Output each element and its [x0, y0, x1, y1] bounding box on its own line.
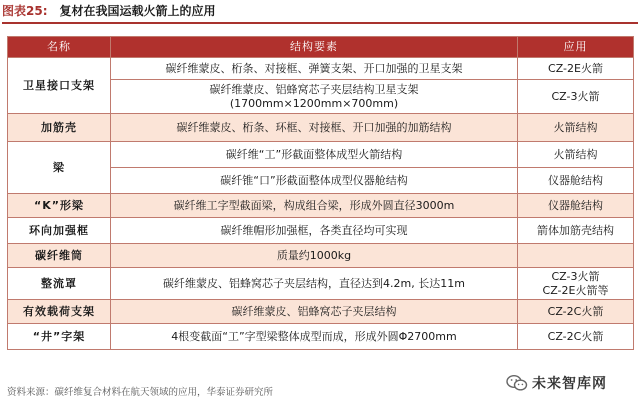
row-application: [518, 268, 634, 300]
table-row: [8, 194, 634, 218]
row-structure: 质量约1000kg: [111, 244, 518, 268]
row-application: 火箭结构: [518, 114, 634, 142]
row-structure: 碳纤维“工”形截面整体成型火箭结构: [111, 142, 518, 168]
row-application-line: CZ-3火箭: [551, 269, 600, 283]
row-application: 仪器舱结构: [518, 168, 634, 194]
row-application: 火箭结构: [518, 142, 634, 168]
row-structure: 碳纤维蒙皮、铝蜂窝芯子夹层结构: [111, 300, 518, 324]
row-application: [518, 244, 634, 268]
row-structure: 4根变截面“工”字型梁整体成型而成，形成外圆Φ2700mm: [111, 324, 518, 350]
row-name: “井”字架: [8, 324, 111, 350]
header-name: 名称: [8, 37, 111, 58]
table-row: [8, 324, 634, 350]
caption-number: 图表25:: [2, 4, 48, 18]
watermark-text: 未来智库网: [532, 376, 607, 392]
row-structure: [111, 80, 518, 114]
table-caption: [2, 2, 638, 24]
row-structure: 碳纤维蒙皮、铝蜂窝芯子夹层结构，直径达到4.2m, 长达11m: [111, 268, 518, 300]
table-row: [8, 218, 634, 244]
header-structure: 结构要素: [111, 37, 518, 58]
row-structure-line: 碳纤维蒙皮、铝蜂窝芯子夹层结构卫星支架: [209, 82, 419, 96]
row-name: 有效载荷支架: [8, 300, 111, 324]
row-structure: 碳纤维蒙皮、桁条、对接框、弹簧支架、开口加强的卫星支架: [111, 58, 518, 80]
row-name: 卫星接口支架: [8, 58, 111, 114]
row-application: CZ-2E火箭: [518, 58, 634, 80]
row-name: 环向加强框: [8, 218, 111, 244]
row-structure: 碳纤维工字型截面梁，构成组合梁，形成外圆直径3000m: [111, 194, 518, 218]
table-row: [8, 142, 634, 168]
row-structure: 碳纤维帽形加强框，各类直径均可实现: [111, 218, 518, 244]
table-row: [8, 268, 634, 300]
row-name: “K”形梁: [8, 194, 111, 218]
table-row: [8, 114, 634, 142]
header-application: 应用: [518, 37, 634, 58]
wechat-icon: [506, 374, 528, 392]
table-row: [8, 300, 634, 324]
row-name: 碳纤维筒: [8, 244, 111, 268]
row-name: 梁: [8, 142, 111, 194]
row-application: 箭体加筋壳结构: [518, 218, 634, 244]
watermark: [506, 372, 607, 394]
source-note: 资料来源：碳纤维复合材料在航天领域的应用，华泰证券研究所: [7, 387, 274, 398]
row-application: CZ-2C火箭: [518, 300, 634, 324]
row-structure: 碳纤维蒙皮、桁条、环框、对接框、开口加强的加筋结构: [111, 114, 518, 142]
row-application: 仪器舱结构: [518, 194, 634, 218]
table-header-row: [8, 37, 634, 58]
row-name: 整流罩: [8, 268, 111, 300]
caption-title: 复材在我国运载火箭上的应用: [59, 4, 216, 18]
row-application-line: CZ-2E火箭等: [542, 283, 609, 297]
row-application: CZ-2C火箭: [518, 324, 634, 350]
row-structure-line: (1700mm×1200mm×700mm): [229, 96, 399, 110]
table-row: [8, 244, 634, 268]
row-structure: 碳纤锥“口”形截面整体成型仪器舱结构: [111, 168, 518, 194]
row-application: CZ-3火箭: [518, 80, 634, 114]
composite-applications-table: [7, 36, 634, 350]
row-name: 加筋壳: [8, 114, 111, 142]
table-row: [8, 58, 634, 80]
